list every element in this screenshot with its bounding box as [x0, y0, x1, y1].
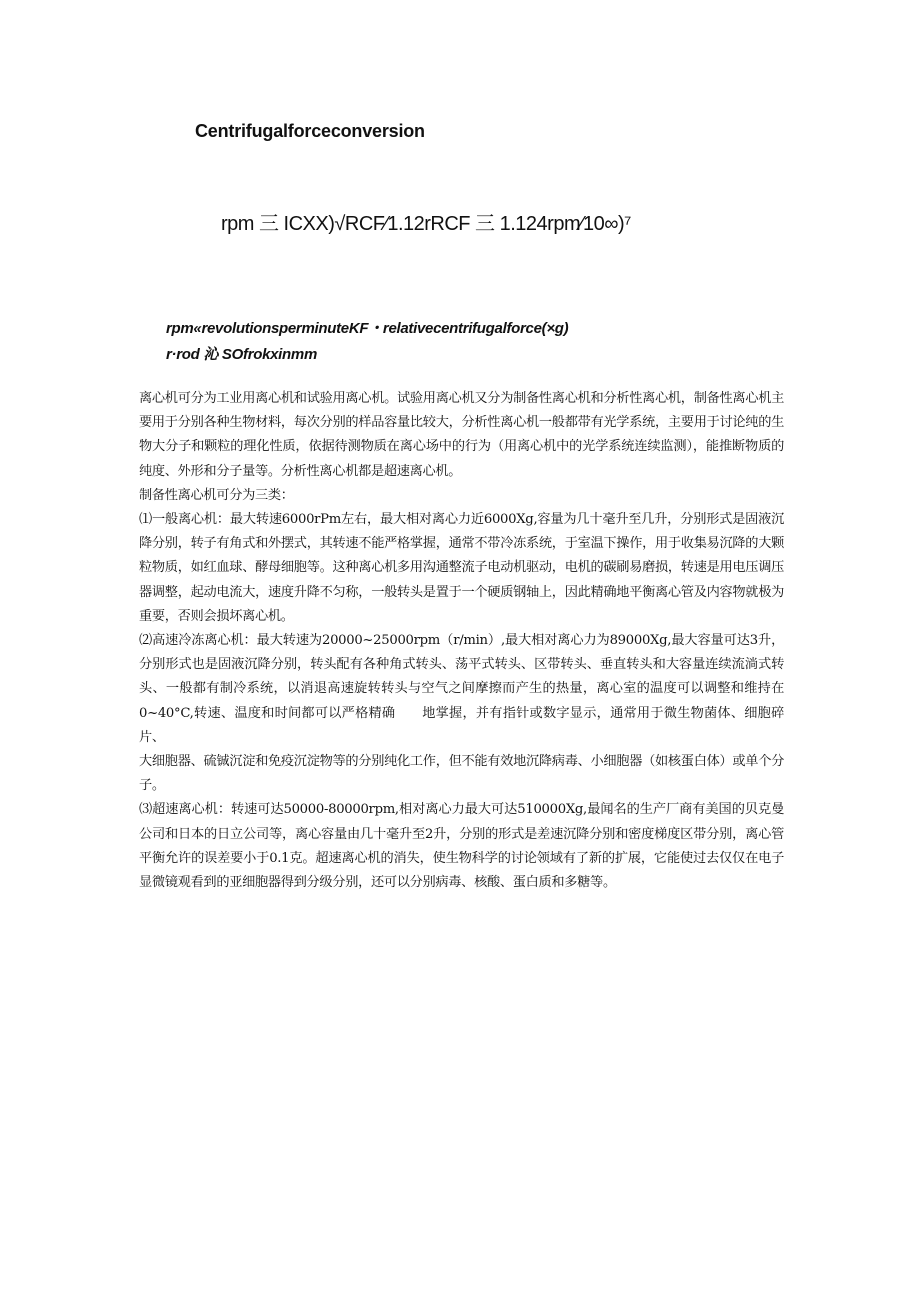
paragraph-general-centrifuge: ⑴一般离心机：最大转速6000rPm左右，最大相对离心力近6000Xg,容量为几十毫升至几升，分别形式是固液沉降分别，转子有角式和外摆式，其转速不能严格掌握，通常不带冷冻系统，于室温下操作，用于收集易沉降的大颗粒物质，如红血球、酵母细胞等。这种离心机多用沟通整流子电动机驱动，电机的碳刷易磨损，转速是用电压调压器调整，起动电流大，速度升降不匀称，一般转头是置于一个硬质钢轴上，因此精确地平衡离心管及内容物就极为重要，否则会损坏离心机。	[139, 512, 784, 624]
paragraph-categories: 制备性离心机可分为三类：	[139, 487, 294, 503]
paragraph-ultracentrifuge: ⑶超速离心机：转速可达50000-80000rpm,相对离心力最大可达510000Xg,最闻名的生产厂商有美国的贝克曼公司和日本的日立公司等，离心容量由几十毫升至2升，分别的形式是差速沉降分别和密度梯度区带分别，离心管平衡允许的误差要小于0.1克。超速离心机的消失，使生物科学的讨论领域有了新的扩展，它能使过去仅仅在电子显微镜观看到的亚细胞器得到分级分别，还可以分别病毒、核酸、蛋白质和多糖等。	[139, 802, 784, 891]
page-heading: Centrifugalforceconversion	[195, 121, 425, 141]
paragraph-high-speed-continued: 大细胞器、硫铖沉淀和免疫沉淀物等的分别纯化工作，但不能有效地沉降病毒、小细胞器（如核蛋白体）或单个分子。	[139, 754, 784, 794]
definition-line-radius: r·rod 沁 SOfrokxinmm	[166, 346, 317, 363]
paragraph-intro: 离心机可分为工业用离心机和试验用离心机。试验用离心机又分为制备性离心机和分析性离心机，制备性离心机主要用于分别各种生物材料，每次分别的样品容量比较大，分析性离心机一般都带有光学系统，主要用于讨论纯的生物大分子和颗粒的理化性质，依据待测物质在离心场中的行为（用离心机中的光学系统连续监测），能推断物质的纯度、外形和分子量等。分析性离心机都是超速离心机。	[139, 391, 784, 479]
body-text	[139, 387, 784, 895]
rcf-formula: rpm 三 ICXX)√RCF⁄1.12rRCF 三 1.124rpm⁄10∞)⁷	[221, 213, 631, 235]
paragraph-high-speed-centrifuge: ⑵高速冷冻离心机：最大转速为20000~25000rpm（r/min）,最大相对离心力为89000Xg,最大容量可达3升，分别形式也是固液沉降分别，转头配有各种角式转头、荡平式转头、区带转头、垂直转头和大容量连续流淌式转头、一般都有制冷系统，以消退高速旋转转头与空气之间摩擦而产生的热量，离心室的温度可以调整和维持在0~40°C,转速、温度和时间都可以严格精确 地掌握，并有指针或数字显示，通常用于微生物菌体、细胞碎片、	[139, 633, 784, 745]
definition-line-rpm: rpm«revolutionsperminuteKF・relativecentrifugalforce(×g)	[166, 320, 569, 337]
